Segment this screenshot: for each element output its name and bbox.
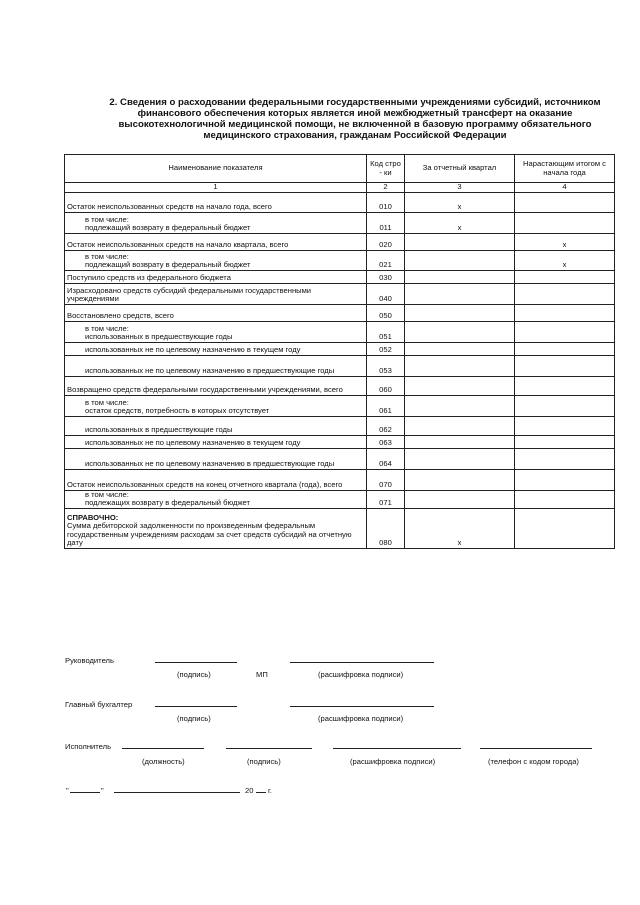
date-year-line[interactable] <box>256 792 266 793</box>
reference-label: СПРАВОЧНО: <box>67 512 119 522</box>
cell-c4[interactable] <box>515 448 615 469</box>
cell-c3[interactable] <box>405 270 515 283</box>
cell-c3[interactable] <box>405 233 515 250</box>
cell-c4[interactable] <box>515 355 615 376</box>
chief-decoding-caption: (расшифровка подписи) <box>318 714 404 723</box>
header-quarter: За отчетный квартал <box>405 155 515 183</box>
cell-name: Остаток неиспользованных средств на конец отчетного квартала (года), всего <box>65 469 367 490</box>
date-quote-open: " <box>66 786 69 795</box>
executor-phone-line[interactable] <box>480 748 592 749</box>
cell-code: 021 <box>367 250 405 270</box>
table-row <box>65 250 615 270</box>
cell-c4[interactable] <box>515 283 615 304</box>
table-row <box>65 490 615 508</box>
reference-c3[interactable]: x <box>405 508 515 548</box>
table-row <box>65 469 615 490</box>
cell-code: 051 <box>367 321 405 342</box>
cell-code: 020 <box>367 233 405 250</box>
phone-caption: (телефон с кодом города) <box>488 757 579 766</box>
cell-name: использованных в предшествующие годы <box>65 416 367 435</box>
cell-code: 050 <box>367 304 405 321</box>
executor-decoding-caption: (расшифровка подписи) <box>350 757 436 766</box>
cell-code: 070 <box>367 469 405 490</box>
cell-c3[interactable] <box>405 435 515 448</box>
cell-name: Поступило средств из федерального бюджета <box>65 270 367 283</box>
table-row <box>65 283 615 304</box>
cell-name: в том числе: остаток средств, потребность в которых отсутствует <box>65 395 367 416</box>
table-row <box>65 321 615 342</box>
table-row <box>65 342 615 355</box>
cell-code: 040 <box>367 283 405 304</box>
cell-name: использованных не по целевому назначению в текущем году <box>65 342 367 355</box>
executor-label: Исполнитель <box>65 742 112 751</box>
cell-name: в том числе: использованных в предшествующие годы <box>65 321 367 342</box>
head-decoding-line[interactable] <box>290 662 434 663</box>
cell-c4[interactable] <box>515 212 615 233</box>
cell-c3[interactable] <box>405 395 515 416</box>
header-cumulative: Нарастающим итогом с начала года <box>515 155 615 183</box>
cell-name: использованных не по целевому назначению в предшествующие годы <box>65 355 367 376</box>
cell-name: Остаток неиспользованных средств на начало квартала, всего <box>65 233 367 250</box>
colnum-1: 1 <box>65 183 367 193</box>
cell-c4[interactable] <box>515 321 615 342</box>
cell-name: в том числе: подлежащий возврату в федеральный бюджет <box>65 250 367 270</box>
head-signature-caption: (подпись) <box>177 670 211 679</box>
cell-c4[interactable] <box>515 395 615 416</box>
cell-name: использованных не по целевому назначению в предшествующие годы <box>65 448 367 469</box>
executor-signature-caption: (подпись) <box>247 757 281 766</box>
header-code: Код стро - ки <box>367 155 405 183</box>
cell-c3[interactable] <box>405 376 515 395</box>
date-year-suffix: г. <box>268 786 272 795</box>
table-row <box>65 435 615 448</box>
cell-code: 010 <box>367 192 405 212</box>
date-quote-close: " <box>101 786 104 795</box>
cell-name: Остаток неиспользованных средств на начало года, всего <box>65 192 367 212</box>
head-decoding-caption: (расшифровка подписи) <box>318 670 404 679</box>
section-title: 2. Сведения о расходовании федеральными государственными учреждениями субсидий, источником финансового обеспечения которых является иной межбюджетный трансферт на оказание высокотехнологичной медицинской помощи, не включенной в базовую программу обязательного медицинского страхования, гражданам Российской Федерации <box>109 97 601 141</box>
cell-name: Возвращено средств федеральными государственными учреждениями, всего <box>65 376 367 395</box>
cell-name: в том числе: подлежащих возврату в федеральный бюджет <box>65 490 367 508</box>
table-row <box>65 233 615 250</box>
date-month-line[interactable] <box>114 792 240 793</box>
date-year-prefix: 20 <box>245 786 254 795</box>
cell-c3[interactable] <box>405 304 515 321</box>
cell-c3[interactable] <box>405 283 515 304</box>
cell-name: в том числе: подлежащий возврату в федеральный бюджет <box>65 212 367 233</box>
cell-c4[interactable] <box>515 376 615 395</box>
table-row <box>65 192 615 212</box>
chief-signature-caption: (подпись) <box>177 714 211 723</box>
cell-c3[interactable] <box>405 250 515 270</box>
colnum-2: 2 <box>367 183 405 193</box>
colnum-3: 3 <box>405 183 515 193</box>
reference-row <box>65 508 615 548</box>
cell-name: Израсходовано средств субсидий федеральными государственными учреждениями <box>65 283 367 304</box>
cell-code: 071 <box>367 490 405 508</box>
table-row <box>65 376 615 395</box>
chief-signature-line[interactable] <box>155 706 237 707</box>
cell-c4[interactable] <box>515 416 615 435</box>
cell-c3[interactable] <box>405 469 515 490</box>
cell-code: 063 <box>367 435 405 448</box>
head-signature-line[interactable] <box>155 662 237 663</box>
header-name: Наименование показателя <box>65 155 367 183</box>
table-row <box>65 395 615 416</box>
cell-c3[interactable] <box>405 490 515 508</box>
chief-decoding-line[interactable] <box>290 706 434 707</box>
cell-c4[interactable] <box>515 304 615 321</box>
cell-code: 030 <box>367 270 405 283</box>
cell-c3[interactable]: x <box>405 212 515 233</box>
table-row <box>65 304 615 321</box>
date-day-line[interactable] <box>70 792 100 793</box>
executor-signature-line[interactable] <box>226 748 312 749</box>
reference-code: 080 <box>367 508 405 548</box>
cell-c4[interactable] <box>515 192 615 212</box>
cell-code: 064 <box>367 448 405 469</box>
position-caption: (должность) <box>142 757 185 766</box>
cell-c3[interactable] <box>405 355 515 376</box>
cell-c4[interactable] <box>515 270 615 283</box>
cell-name: использованных не по целевому назначению в текущем году <box>65 435 367 448</box>
stamp-label: МП <box>256 670 268 679</box>
executor-position-line[interactable] <box>122 748 204 749</box>
cell-code: 053 <box>367 355 405 376</box>
cell-c3[interactable]: x <box>405 192 515 212</box>
table-row <box>65 212 615 233</box>
cell-code: 061 <box>367 395 405 416</box>
table-row <box>65 448 615 469</box>
head-label: Руководитель <box>65 656 114 665</box>
cell-name: Восстановлено средств, всего <box>65 304 367 321</box>
table-row <box>65 416 615 435</box>
executor-decoding-line[interactable] <box>333 748 461 749</box>
reference-cell <box>65 508 367 548</box>
cell-c3[interactable] <box>405 342 515 355</box>
reference-text: Сумма дебиторской задолженности по произведенным федеральным государственным учреждениям расходам за счет средств субсидий на отчетную дату <box>67 521 352 547</box>
chief-accountant-label: Главный бухгалтер <box>65 700 133 709</box>
reference-c4[interactable] <box>515 508 615 548</box>
cell-c3[interactable] <box>405 448 515 469</box>
table-row <box>65 270 615 283</box>
cell-code: 060 <box>367 376 405 395</box>
cell-c4[interactable] <box>515 342 615 355</box>
cell-c4[interactable]: x <box>515 233 615 250</box>
cell-code: 052 <box>367 342 405 355</box>
cell-c3[interactable] <box>405 321 515 342</box>
cell-c4[interactable] <box>515 490 615 508</box>
colnum-4: 4 <box>515 183 615 193</box>
cell-code: 062 <box>367 416 405 435</box>
cell-c3[interactable] <box>405 416 515 435</box>
cell-c4[interactable] <box>515 469 615 490</box>
cell-code: 011 <box>367 212 405 233</box>
table-row <box>65 355 615 376</box>
cell-c4[interactable]: x <box>515 250 615 270</box>
cell-c4[interactable] <box>515 435 615 448</box>
report-table <box>64 154 615 549</box>
